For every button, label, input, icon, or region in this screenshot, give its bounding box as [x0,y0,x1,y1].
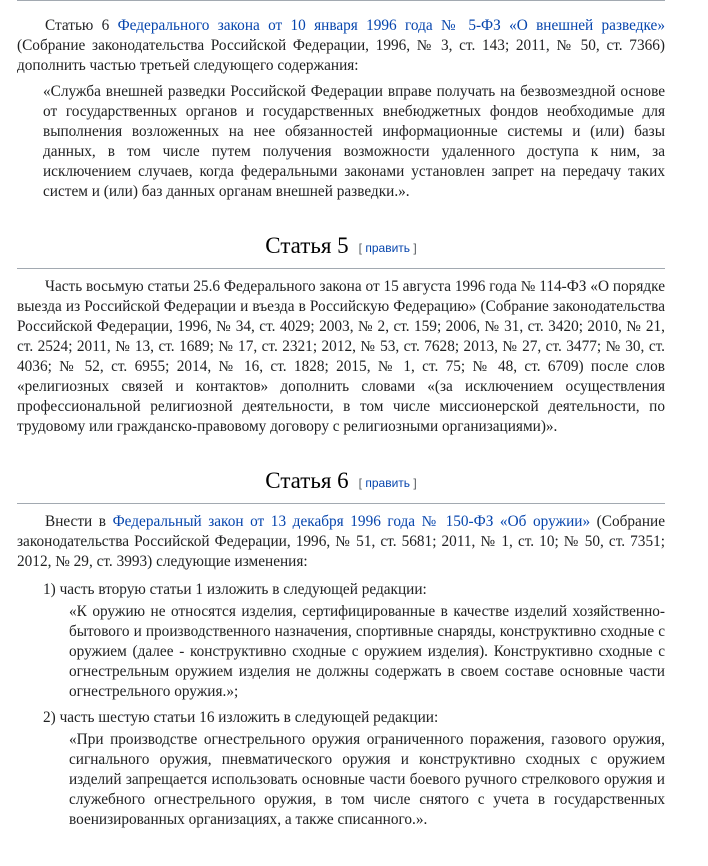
intro-paragraph [17,16,665,76]
intro-quote: «Служба внешней разведки Российской Федерации вправе получать на безвозмездной основе от государственных органов и государственных внебюджетных фондов необходимые для выполнения возложенных на нее обязанностей информационные системы и (или) базы данных, в том числе путем получения возможности удаленного доступа к ним, за исключением случаев, когда федеральными законами установлен запрет на передачу таких систем и (или) баз данных органам внешней разведки.». [43,83,665,200]
list-item-label: 1) часть вторую статьи 1 изложить в следующей редакции: [43,581,427,598]
edit-bracket-close: ] [413,476,417,490]
edit-section-5 [359,241,417,255]
heading-article-5-title: Статья 5 [265,233,349,258]
heading-article-5-divider [17,268,665,269]
heading-article-5 [17,232,665,262]
article-6-prefix: Внести в [45,513,113,530]
article-content [17,16,665,836]
edit-link-article-6[interactable]: править [365,476,411,490]
top-divider [17,0,665,1]
law-link-weapons[interactable]: Федеральный закон от 13 декабря 1996 года № 150-ФЗ «Об оружии» [112,513,591,530]
edit-link-article-5[interactable]: править [365,241,411,255]
list-item [17,580,665,702]
list-item-label: 2) часть шестую статьи 16 изложить в следующей редакции: [43,709,439,726]
list-item-quote: «При производстве огнестрельного оружия ограниченного поражения, газового оружия, сигнального оружия, пневматического оружия и конструктивно сходных с оружием изделий запрещается использовать основные части боевого ручного стрелкового оружия и служебного огнестрельного оружия, в том числе снятого с учета в государственных военизированных организациях, а также списанного.». [69,731,665,828]
article-6-items [17,580,665,830]
article-5-paragraph: Часть восьмую статьи 25.6 Федерального закона от 15 августа 1996 года № 114-ФЗ «О порядке выезда из Российской Федерации и въезда в Российскую Федерацию» (Собрание законодательства Российской Федерации, 1996, № 34, ст. 4029; 2003, № 2, ст. 159; 2006, № 31, ст. 3420; 2010, № 21, ст. 2524; 2011, № 13, ст. 1689; № 17, ст. 2321; 2012, № 53, ст. 7628; 2013, № 27, ст. 3477; № 30, ст. 4036; № 52, ст. 6955; 2014, № 16, ст. 1828; 2015, № 1, ст. 75; № 48, ст. 6709) после слов «религиозных связей и контактов» дополнить словами «(за исключением осуществления профессиональной религиозной деятельности, в том числе миссионерской деятельности, по трудовому или гражданско-правовому договору с религиозными организациями)». [17,278,665,435]
article-6-suffix: (Собрание законодательства Российской Федерации, 1996, № 51, ст. 5681; 2011, № 1, ст. 10; № 50, ст. 7351; 2012, № 29, ст. 3993) следующие изменения: [17,513,666,570]
heading-article-6 [17,467,665,497]
article-6-intro-paragraph [17,512,665,572]
heading-article-6-divider [17,503,665,504]
intro-prefix: Статью 6 [45,17,118,34]
edit-bracket-open: [ [358,476,362,490]
heading-article-6-title: Статья 6 [265,468,349,493]
list-item-quote: «К оружию не относятся изделия, сертифицированные в качестве изделий хозяйственно-бытового и производственного назначения, спортивные снаряды, конструктивно сходные с оружием (далее - конструктивно сходные с оружием изделия). Конструктивно сходные с огнестрельным оружием изделия не должны содержать в своем составе основные части огнестрельного оружия.»; [69,603,665,700]
edit-bracket-open: [ [358,241,362,255]
edit-bracket-close: ] [413,241,417,255]
intro-suffix: (Собрание законодательства Российской Федерации, 1996, № 3, ст. 143; 2011, № 50, ст. 7366) дополнить частью третьей следующего содержания: [17,37,665,74]
list-item [17,708,665,830]
edit-section-6 [359,476,417,490]
law-link-foreign-intelligence[interactable]: Федерального закона от 10 января 1996 года № 5-ФЗ «О внешней разведке» [117,17,665,34]
